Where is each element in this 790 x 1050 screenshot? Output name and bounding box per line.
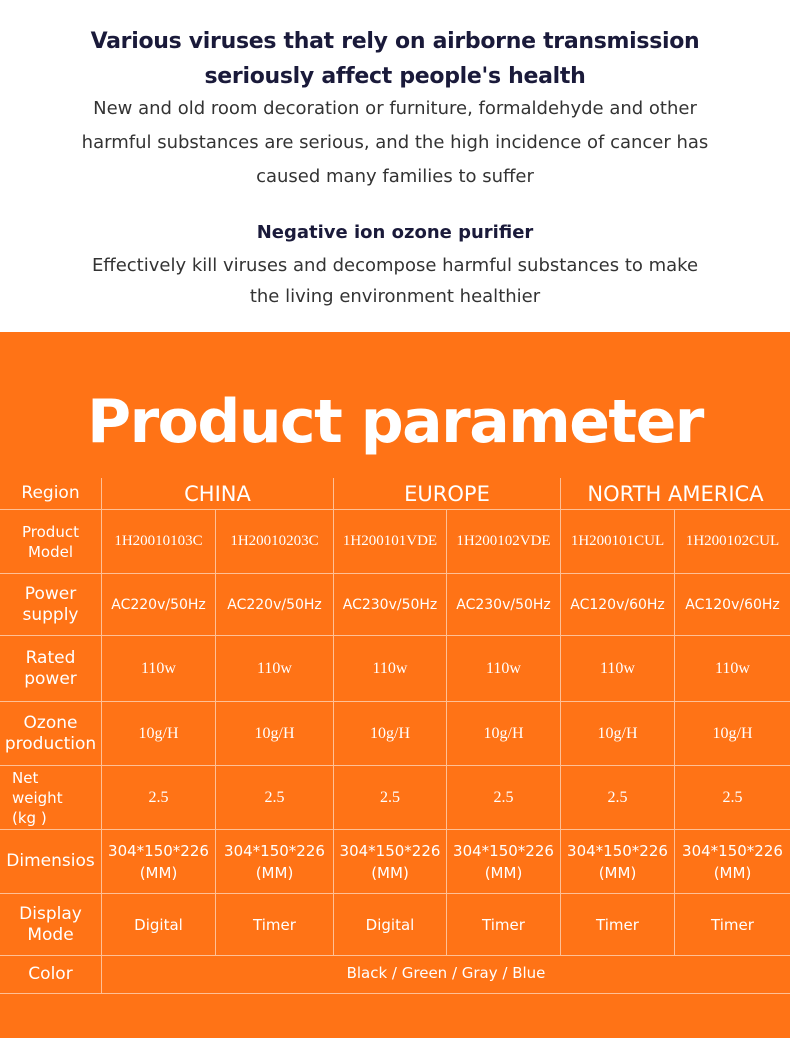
dimensions-unit: (MM) (484, 863, 523, 882)
rated-power-cell: 110w (447, 636, 561, 702)
net-weight-cell: 2.5 (675, 766, 790, 830)
sub-line-2: the living environment healthier (249, 286, 541, 307)
label-rated-power-line-2: power (24, 668, 77, 689)
label-dimensions: Dimensios (0, 830, 102, 894)
net-weight-cell: 2.5 (447, 766, 561, 830)
ozone-cell: 10g/H (102, 702, 216, 766)
dimensions-cell (334, 830, 447, 894)
dimensions-value: 304*150*226 (224, 841, 325, 860)
label-weight-line-2: weight (12, 788, 63, 807)
net-weight-cell: 2.5 (216, 766, 334, 830)
display-mode-cell: Digital (334, 894, 447, 956)
intro-line-1: New and old room decoration or furniture, formaldehyde and other (93, 98, 697, 119)
section-title: Product parameter (87, 387, 703, 457)
label-display-line-1: Display (19, 903, 82, 924)
label-display-line-2: Mode (27, 924, 74, 945)
rated-power-cell: 110w (561, 636, 675, 702)
dimensions-value: 304*150*226 (682, 841, 783, 860)
display-mode-cell: Timer (561, 894, 675, 956)
label-power-supply (0, 574, 102, 636)
label-net-weight (0, 766, 102, 830)
label-region: Region (0, 478, 102, 510)
dimensions-unit: (MM) (139, 863, 178, 882)
ozone-cell: 10g/H (561, 702, 675, 766)
power-supply-cell: AC220v/50Hz (216, 574, 334, 636)
sub-line-1: Effectively kill viruses and decompose harmful substances to make (91, 255, 699, 276)
sub-paragraph (70, 250, 720, 312)
rated-power-cell: 110w (675, 636, 790, 702)
label-product-model-line-2: Model (27, 542, 74, 561)
region-china: CHINA (102, 478, 334, 510)
dimensions-value: 304*150*226 (339, 841, 441, 860)
bottom-spacer (0, 1038, 790, 1050)
power-supply-cell: AC230v/50Hz (334, 574, 447, 636)
intro-section (0, 0, 790, 332)
model-cell: 1H200102VDE (447, 510, 561, 574)
label-display-mode (0, 894, 102, 956)
power-supply-cell: AC230v/50Hz (447, 574, 561, 636)
ozone-cell: 10g/H (447, 702, 561, 766)
display-mode-cell: Timer (216, 894, 334, 956)
dimensions-unit: (MM) (371, 863, 409, 882)
intro-paragraph (60, 92, 730, 194)
dimensions-unit: (MM) (598, 863, 637, 882)
dimensions-value: 304*150*226 (108, 841, 209, 860)
product-parameter-section (0, 332, 790, 1038)
headline-line-1: Various viruses that rely on airborne transmission (90, 29, 700, 54)
label-color: Color (0, 956, 102, 994)
model-cell: 1H20010103C (102, 510, 216, 574)
net-weight-cell: 2.5 (561, 766, 675, 830)
headline (0, 24, 790, 94)
dimensions-unit: (MM) (713, 863, 752, 882)
label-weight-line-3: (kg ) (12, 808, 47, 827)
label-rated-power (0, 636, 102, 702)
model-cell: 1H200101VDE (334, 510, 447, 574)
rated-power-cell: 110w (334, 636, 447, 702)
display-mode-cell: Timer (447, 894, 561, 956)
intro-line-3: caused many families to suffer (256, 166, 534, 187)
model-cell: 1H200102CUL (675, 510, 790, 574)
headline-line-2: seriously affect people's health (204, 64, 586, 89)
net-weight-cell: 2.5 (102, 766, 216, 830)
label-ozone-line-1: Ozone (23, 712, 78, 733)
dimensions-value: 304*150*226 (453, 841, 554, 860)
sub-title: Negative ion ozone purifier (256, 222, 534, 243)
rated-power-cell: 110w (102, 636, 216, 702)
label-ozone-production (0, 702, 102, 766)
power-supply-cell: AC120v/60Hz (561, 574, 675, 636)
dimensions-cell (447, 830, 561, 894)
intro-line-2: harmful substances are serious, and the high incidence of cancer has (81, 132, 709, 153)
label-power-supply-line-2: supply (22, 604, 79, 625)
dimensions-unit: (MM) (255, 863, 294, 882)
display-mode-cell: Digital (102, 894, 216, 956)
rated-power-cell: 110w (216, 636, 334, 702)
dimensions-cell (102, 830, 216, 894)
ozone-cell: 10g/H (334, 702, 447, 766)
ozone-cell: 10g/H (216, 702, 334, 766)
region-europe: EUROPE (334, 478, 561, 510)
power-supply-cell: AC120v/60Hz (675, 574, 790, 636)
label-product-model-line-1: Product (22, 522, 79, 541)
dimensions-cell (216, 830, 334, 894)
model-cell: 1H200101CUL (561, 510, 675, 574)
label-power-supply-line-1: Power (24, 583, 77, 604)
net-weight-cell: 2.5 (334, 766, 447, 830)
dimensions-cell (561, 830, 675, 894)
display-mode-cell: Timer (675, 894, 790, 956)
dimensions-cell (675, 830, 790, 894)
label-ozone-line-2: production (4, 733, 97, 754)
power-supply-cell: AC220v/50Hz (102, 574, 216, 636)
label-rated-power-line-1: Rated (25, 647, 76, 668)
color-value-cell: Black / Green / Gray / Blue (102, 956, 790, 994)
ozone-cell: 10g/H (675, 702, 790, 766)
region-north-america: NORTH AMERICA (561, 478, 790, 510)
model-cell: 1H20010203C (216, 510, 334, 574)
label-weight-line-1: Net (12, 768, 39, 787)
dimensions-value: 304*150*226 (567, 841, 668, 860)
label-product-model (0, 510, 102, 574)
